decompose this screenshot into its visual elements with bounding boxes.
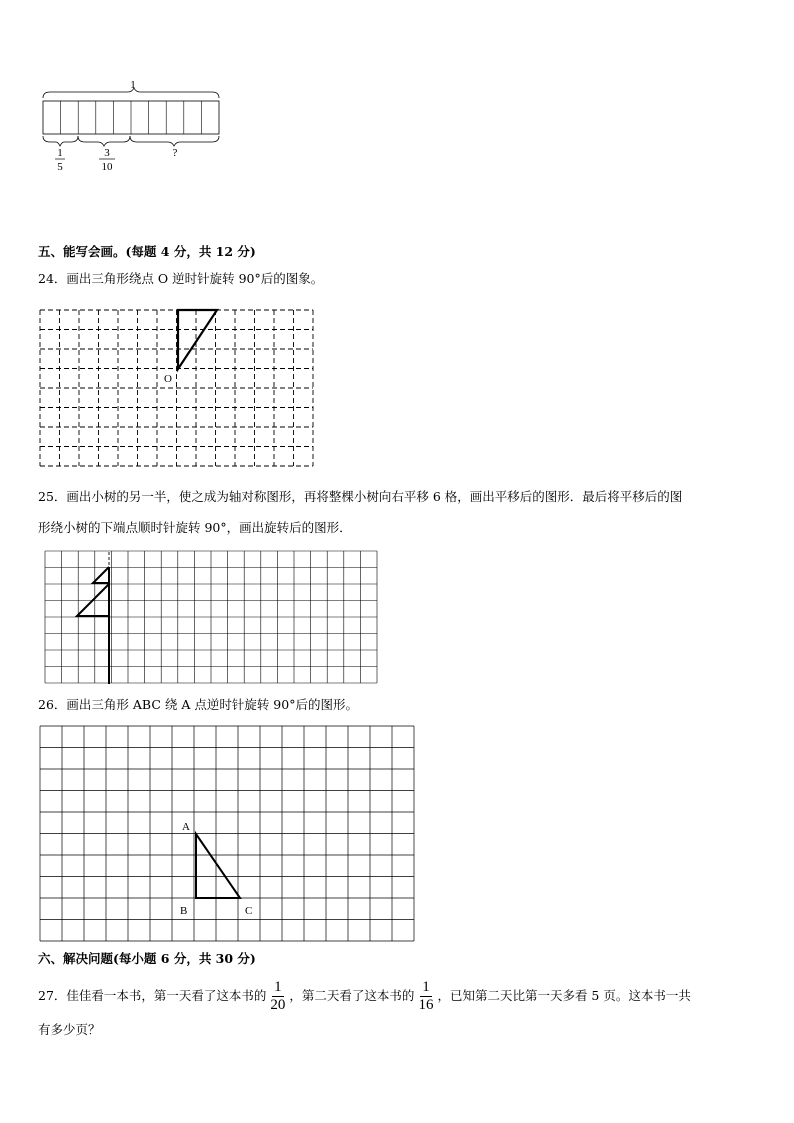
bottom-brace-3 (130, 136, 219, 146)
q27-line1 (38, 976, 691, 1016)
unknown-label: ? (172, 147, 178, 159)
q26-triangle-abc (196, 834, 240, 898)
q27-part1: 27．佳佳看一本书，第一天看了这本书的 (38, 988, 267, 1003)
bottom-brace-1 (43, 136, 78, 146)
q27-frac1-den: 20 (270, 996, 286, 1013)
fraction-2-den: 10 (101, 161, 113, 173)
q27-fraction-2 (416, 979, 435, 1014)
q25-text-line2: 形绕小树的下端点顺时针旋转 90°，画出旋转后的图形． (38, 520, 352, 535)
fraction-1-den: 5 (57, 161, 63, 173)
q27-part3: ，已知第二天比第一天多看 5 页。这本书一共 (437, 988, 691, 1003)
fraction-2-num: 3 (104, 147, 110, 159)
q27-part2: ，第二天看了这本书的 (289, 988, 415, 1003)
q26-text: 26．画出三角形 ABC 绕 A 点逆时针旋转 90°后的图形。 (38, 697, 358, 712)
section-6-title: 六、解决问题(每小题 6 分，共 30 分) (38, 951, 256, 966)
fraction-1-num: 1 (57, 147, 63, 159)
q24-text: 24．画出三角形绕点 O 逆时针旋转 90°后的图象。 (38, 271, 324, 286)
q27-frac2-den: 16 (418, 996, 434, 1013)
q26-label-a: A (182, 821, 190, 833)
q27-frac1-num: 1 (274, 978, 282, 995)
q25-text-line1: 25．画出小树的另一半，使之成为轴对称图形，再将整棵小树向右平移 6 格，画出平移后的图形．最后将平移后的图 (38, 489, 683, 504)
q24-triangle (178, 310, 217, 369)
q24-dashed-grid (38, 304, 320, 470)
bar-total-label: 1 (130, 79, 136, 91)
q25-grid (44, 550, 384, 686)
q26-label-c: C (245, 905, 253, 917)
bottom-brace-2 (78, 136, 130, 146)
q27-line2: 有多少页？ (38, 1022, 101, 1037)
q26-grid (38, 724, 422, 946)
q27-fraction-1 (268, 979, 287, 1014)
section-5-title: 五、能写会画。(每题 4 分，共 12 分) (38, 244, 256, 259)
q27-frac2-num: 1 (422, 978, 430, 995)
q26-label-b: B (180, 905, 188, 917)
q24-point-o-label: O (164, 373, 172, 385)
fraction-bar-figure (36, 76, 236, 176)
